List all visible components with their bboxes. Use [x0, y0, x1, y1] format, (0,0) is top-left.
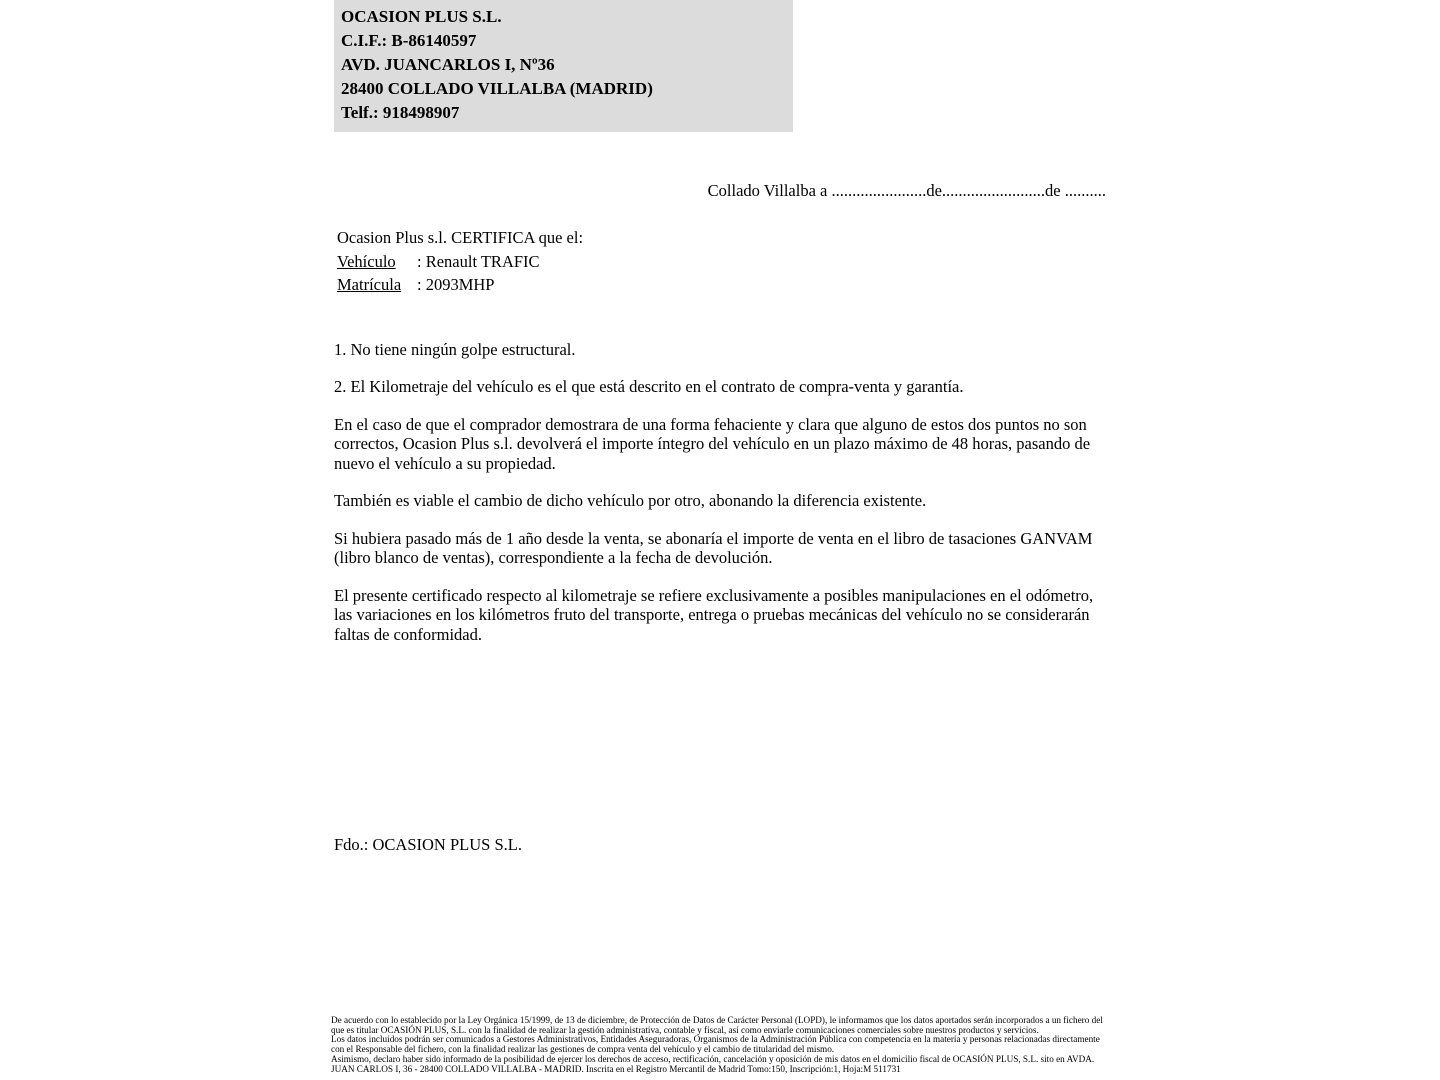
- company-address: AVD. JUANCARLOS I, Nº36: [341, 55, 555, 74]
- paragraph-refund-policy: En el caso de que el comprador demostrara de una forma fehaciente y clara que alguno de estos dos puntos no son correctos, Ocasion Plus s.l. devolverá el importe íntegro del vehículo en un plazo máximo de 48 horas, pasando de nuevo el vehículo a su propiedad.: [334, 414, 1091, 473]
- company-cif: C.I.F.: B-86140597: [341, 31, 477, 50]
- certifies-intro: Ocasion Plus s.l. CERTIFICA que el:: [337, 228, 584, 247]
- company-header-box: [334, 0, 793, 132]
- legal-paragraph-data-sharing: Los datos incluidos podrán ser comunicados a Gestores Administrativos, Entidades Aseguradoras, Organismos de la Administración Pública con competencia en la materia y personas relacionadas directamente con el Responsable del fichero, con la finalidad realizar las gestiones de compra venta del vehículo y el cambio de titularidad del mismo.: [331, 1034, 1100, 1055]
- company-city: 28400 COLLADO VILLALBA (MADRID): [341, 79, 653, 98]
- signature-line: Fdo.: OCASION PLUS S.L.: [334, 835, 522, 854]
- paragraph-ganvam-valuation: Si hubiera pasado más de 1 año desde la venta, se abonaría el importe de venta en el libro de tasaciones GANVAM (libro blanco de ventas), correspondiente a la fecha de devolución.: [334, 528, 1093, 567]
- condition-point-2: 2. El Kilometraje del vehículo es el que está descrito en el contrato de compra-venta y garantía.: [334, 377, 964, 396]
- legal-footer: [331, 1016, 1103, 1074]
- certificate-page: [331, 0, 1106, 1080]
- vehicle-label: Vehículo: [337, 251, 396, 271]
- vehicle-row: [337, 250, 1106, 274]
- certification-block: [334, 226, 1106, 297]
- plate-row: [337, 273, 1106, 297]
- date-line: Collado Villalba a .......................de.........................de ..........: [707, 181, 1106, 200]
- condition-point-1: 1. No tiene ningún golpe estructural.: [334, 339, 576, 359]
- company-phone: Telf.: 918498907: [341, 103, 460, 122]
- legal-paragraph-lopd: De acuerdo con lo establecido por la Ley Orgánica 15/1999, de 13 de diciembre, de Protección de Datos de Carácter Personal (LOPD), le informamos que los datos aportados serán incorporados a un fichero del que es titular OCASIÓN PLUS, S.L. con la finalidad de realizar la gestión administrativa, contable y fiscal, así como enviarle comunicaciones comerciales sobre nuestros productos y servicios.: [331, 1015, 1103, 1035]
- plate-label: Matrícula: [337, 275, 402, 294]
- vehicle-value: : Renault TRAFIC: [417, 251, 540, 271]
- company-name: OCASION PLUS S.L.: [341, 7, 502, 26]
- legal-paragraph-rights: Asimismo, declaro haber sido informado de la posibilidad de ejercer los derechos de acceso, rectificación, cancelación y oposición de mis datos en el domicilio fiscal de OCASIÓN PLUS, S.L. sito en AVDA. JUAN CARLOS I, 36 - 28400 COLLADO VILLALBA - MADRID. Inscrita en el Registro Mercantil de Madrid Tomo:150, Inscripción:1, Hoja:M 511731: [331, 1053, 1095, 1074]
- plate-value: : 2093MHP: [417, 275, 495, 294]
- paragraph-exchange-option: También es viable el cambio de dicho vehículo por otro, abonando la diferencia existente.: [334, 491, 927, 510]
- paragraph-odometer-disclaimer: El presente certificado respecto al kilometraje se refiere exclusivamente a posibles manipulaciones en el odómetro, las variaciones en los kilómetros fruto del transporte, entrega o pruebas mecánicas del vehículo no se considerarán faltas de conformidad.: [334, 585, 1094, 644]
